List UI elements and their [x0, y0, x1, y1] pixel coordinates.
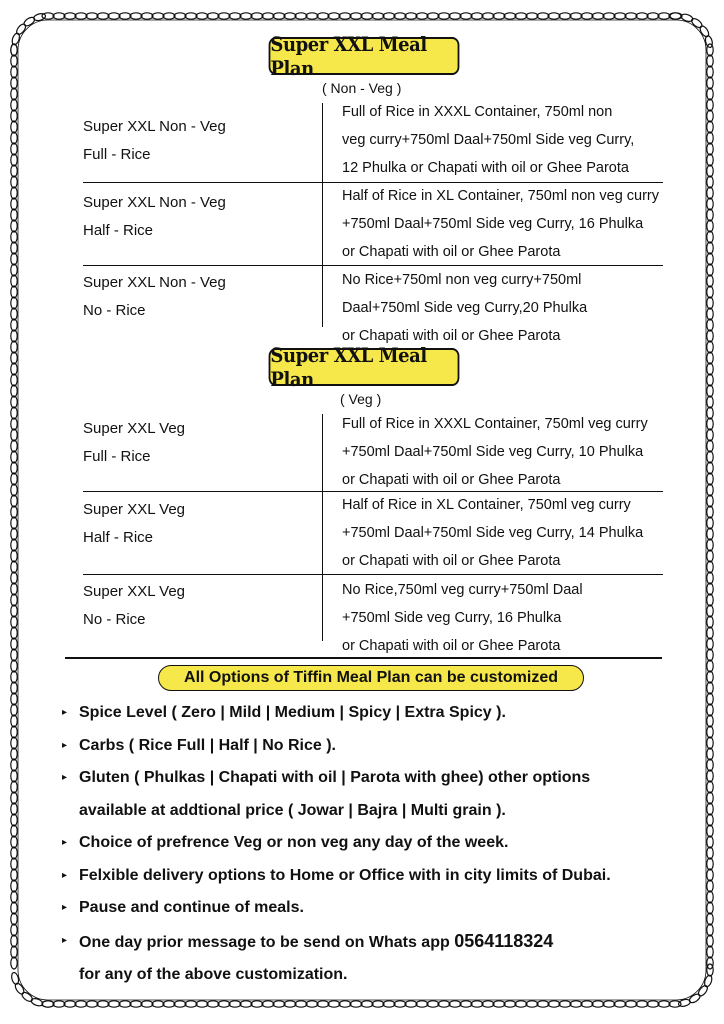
column-divider: [322, 103, 323, 327]
plan-row-description: No Rice,750ml veg curry+750ml Daal +750ml Side veg Curry, 16 Phulka or Chapati with oil or Ghee Parota: [342, 582, 583, 654]
plan-subtitle-non-veg: ( Non - Veg ): [322, 80, 402, 96]
bullet-arrow-icon: ▸: [62, 739, 68, 751]
bullet-arrow-icon: ▸: [62, 869, 68, 881]
whatsapp-number: 0564118324: [454, 930, 554, 951]
plan-row-label: Super XXL Veg Full - Rice: [83, 420, 186, 465]
bullet-arrow-icon: ▸: [62, 772, 68, 783]
plan-title-non-veg: Super XXL Meal Plan: [269, 37, 460, 75]
row-divider: [83, 574, 663, 575]
column-divider: [322, 414, 323, 641]
plan-row-description: Full of Rice in XXXL Container, 750ml veg curry +750ml Daal+750ml Side veg Curry, 10 Phulka or Chapati with oil or Ghee Parota: [342, 416, 648, 488]
plan-row-label: Super XXL Veg Half - Rice: [83, 501, 186, 546]
section-separator: [65, 657, 662, 659]
list-item: ▸ Spice Level ( Zero | Mild | Medium | Spicy | Extra Spicy ).: [62, 697, 682, 730]
plan-row-description: Half of Rice in XL Container, 750ml non veg curry +750ml Daal+750ml Side veg Curry, 16 Phulka or Chapati with oil or Ghee Parota: [342, 188, 660, 260]
list-item: ▸ Pause and continue of meals.: [62, 892, 682, 925]
plan-title-veg: Super XXL Meal Plan: [269, 348, 460, 386]
plan-row-description: No Rice+750ml non veg curry+750ml Daal+750ml Side veg Curry,20 Phulka or Chapati with oil or Ghee Parota: [342, 272, 588, 344]
bullet-arrow-icon: ▸: [62, 934, 68, 946]
plan-row-description: Half of Rice in XL Container, 750ml veg curry +750ml Daal+750ml Side veg Curry, 14 Phulka or Chapati with oil or Ghee Parota: [342, 497, 644, 569]
plan-row-description: Full of Rice in XXXL Container, 750ml non veg curry+750ml Daal+750ml Side veg Curry, 12 Phulka or Chapati with oil or Ghee Parota: [342, 104, 635, 176]
bullet-arrow-icon: ▸: [62, 837, 68, 848]
bullet-arrow-icon: ▸: [62, 707, 68, 718]
plan-row-label: Super XXL Non - Veg No - Rice: [83, 274, 226, 319]
customization-list: [62, 697, 682, 992]
list-item: ▸ Gluten ( Phulkas | Chapati with oil | Parota with ghee) other options available at addtional price ( Jowar | Bajra | Multi grain ).: [62, 762, 682, 827]
list-item: ▸ Choice of prefrence Veg or non veg any day of the week.: [62, 827, 682, 860]
list-item: ▸ One day prior message to be send on Whats app 0564118324 for any of the above customization.: [62, 925, 682, 992]
plan-row-label: Super XXL Non - Veg Full - Rice: [83, 118, 226, 163]
list-item: ▸ Felxible delivery options to Home or Office with in city limits of Dubai.: [62, 860, 682, 893]
customization-banner: All Options of Tiffin Meal Plan can be customized: [158, 665, 584, 691]
plan-subtitle-veg: ( Veg ): [340, 391, 382, 407]
list-item: ▸ Carbs ( Rice Full | Half | No Rice ).: [62, 730, 682, 763]
plan-row-label: Super XXL Non - Veg Half - Rice: [83, 194, 226, 239]
bullet-arrow-icon: ▸: [62, 902, 68, 913]
plan-row-label: Super XXL Veg No - Rice: [83, 583, 186, 628]
